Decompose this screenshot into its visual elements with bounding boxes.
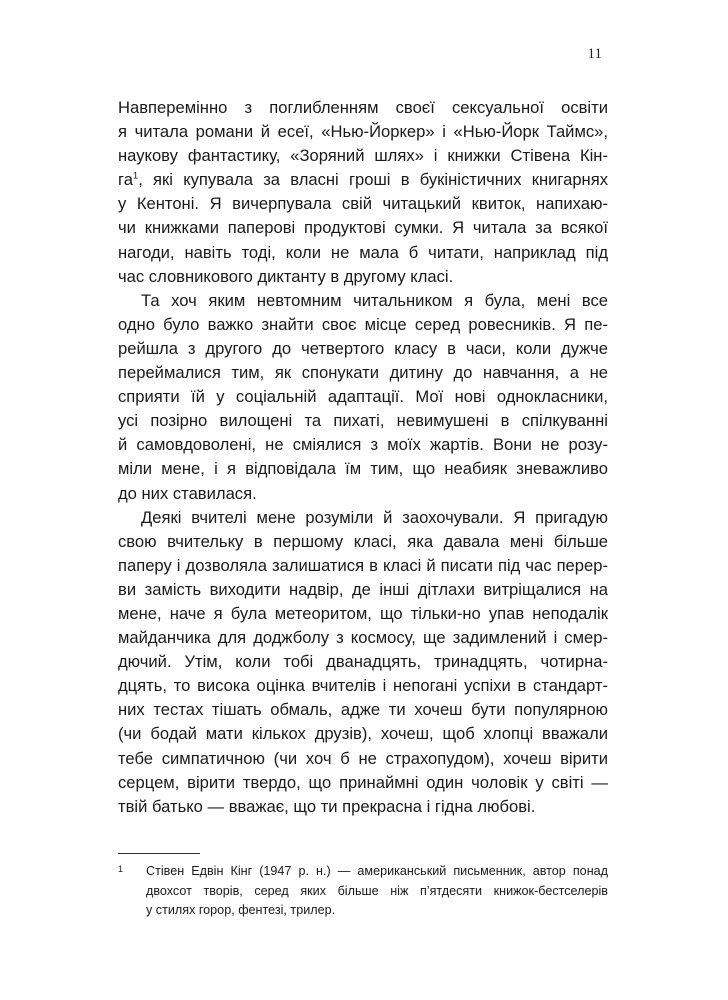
text-line: ви замість виходити надвір, де інші дітлахи витріщалися на: [118, 579, 608, 599]
text-line: одно було важко знайти своє місце серед ровесників. Я пе-: [118, 314, 608, 334]
paragraph-end-line: твій батько — вважає, що ти прекрасна і гідна любові.: [118, 796, 536, 816]
footnote: [118, 862, 608, 921]
text-fragment: га: [118, 170, 133, 190]
text-line: тебе симпатичною (чи хоч б не страхопудом), хочеш вірити: [118, 748, 608, 768]
text-line: нагоди, навіть тоді, коли не мала б читати, наприклад під: [118, 242, 608, 262]
footnote-reference[interactable]: 1: [132, 170, 139, 182]
text-line: міли мене, і я відповідала їм тим, що неабияк зневажливо: [118, 459, 608, 479]
footnote-line: Стівен Едвін Кінг (1947 р. н.) — американський письменник, автор понад: [146, 864, 608, 878]
footnote-line: у стилях горор, фентезі, трилер.: [146, 903, 336, 917]
text-line: дючий. Утім, коли тобі дванадцять, тринадцять, чотирна-: [118, 652, 608, 672]
text-line: серцем, вірити твердо, що принаймні один чоловік у світі —: [118, 772, 608, 792]
footnote-line: двохсот творів, серед яких більше ніж п’ятдесяти книжок-бестселерів: [146, 883, 608, 898]
footnote-marker: 1: [118, 864, 124, 874]
text-line: [118, 168, 608, 192]
text-line: переймалися тим, як спонукати дитину до навчання, а не: [118, 363, 608, 383]
text-line: я читала романи й есеї, «Нью-Йоркер» і «Нью-Йорк Таймс»,: [118, 122, 608, 142]
text-line: усі позірно вилощені та пихаті, невимушені в спілкуванні: [118, 411, 608, 431]
paragraph-end-line: до них ставилася.: [118, 483, 257, 503]
text-line: сприяти їй у соціальній адаптації. Мої нові однокласники,: [118, 387, 608, 407]
text-line: майданчика для доджболу з космосу, ще задимлений і смер-: [118, 628, 608, 648]
paragraph-end-line: час словникового диктанту в другому класі.: [118, 266, 454, 286]
text-line: них тестах тішать обмаль, адже ти хочеш бути популярною: [118, 700, 608, 720]
text-line: у Кентоні. Я вичерпувала свій читацький квиток, напихаю-: [118, 194, 608, 214]
body-text: [118, 96, 608, 819]
paragraph-first-line: Деякі вчителі мене розуміли й заохочували. Я пригадую: [141, 507, 608, 527]
page-number: 11: [587, 46, 602, 62]
text-line: мене, наче я була метеоритом, що тільки-но упав неподалік: [118, 603, 608, 623]
text-line: Навперемінно з поглибленням своєї сексуальної освіти: [118, 98, 608, 117]
text-line: паперу і дозволяла залишатися в класі й писати під час перер-: [118, 555, 608, 575]
footnote-divider: [118, 853, 200, 854]
text-line: наукову фантастику, «Зоряний шлях» і книжки Стівена Кін-: [118, 146, 608, 166]
text-fragment: , які купувала за власні гроші в букіністичних книгарнях: [138, 170, 608, 190]
text-line: (чи бодай мати кількох друзів), хочеш, щоб хлопці вважали: [118, 724, 608, 744]
text-line: й самовдоволені, не сміялися з моїх жартів. Вони не розу-: [118, 435, 608, 455]
paragraph-first-line: Та хоч яким невтомним читальником я була, мені все: [141, 290, 608, 310]
text-line: свою вчительку в першому класі, яка давала мені більше: [118, 531, 608, 551]
text-line: рейшла з другого до четвертого класу в часи, коли дужче: [118, 338, 608, 358]
text-line: дцять, то висока оцінка вчителів і непогані успіхи в стандарт-: [118, 676, 608, 696]
text-line: чи книжками паперові продуктові сумки. Я читала за всякої: [118, 218, 608, 238]
